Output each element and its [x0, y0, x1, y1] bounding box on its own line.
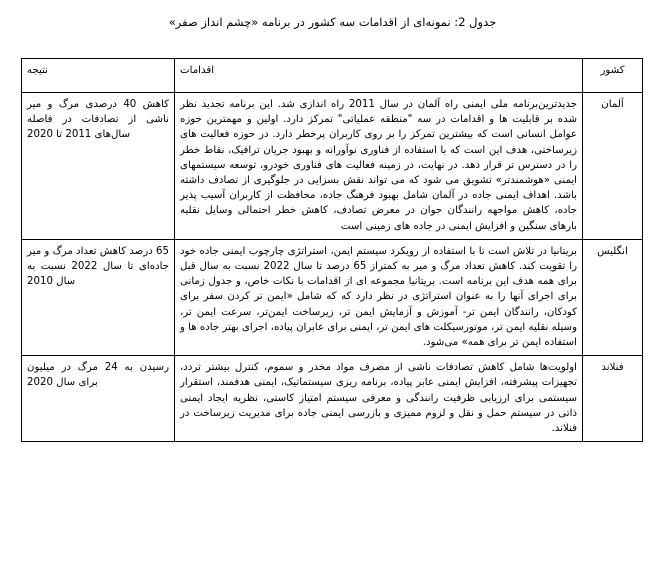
column-header-country: کشور: [583, 59, 643, 93]
table-header-row: [22, 59, 643, 93]
table-row: [22, 239, 643, 355]
cell-result: [22, 356, 175, 442]
cell-country: انگلیس: [583, 239, 643, 355]
column-header-result: نتیجه: [22, 59, 175, 93]
cell-actions-text: جدیدترین‌برنامه ملی ایمنی راه آلمان در سال 2011 راه اندازی شد. این برنامه تجدید نظر شده بر قابلیت ها و اقدامات در سه "منطقه عملیاتی" تمرکز دارد. اولین و مهمترین حوزه عوامل انسانی است که بیشترین تمرکز را بر روی کاربران پرخطر دارد. در حوزه فعالیت های زیرساختی، هدف این است که با استفاده از فناوری نوآورانه و بهبود جریان ترافیک، نقاط خطر را در دسترس تر قرار دهد. در نهایت، در زمینه فعالیت های فناوری خودرو، توسعه سیستمهای ایمنی «هوشمندتر» تشویق می شود که می تواند نقش بسزایی در جلوگیری از تصادف داشته باشد. اهداف ایمنی جاده در آلمان شامل بهبود فرهنگ جاده، محافظت از کاربران آسیب پذیر جاده، کاهش مواجهه رانندگان جوان در معرض تصادف، کاهش خطر احتمالی وسایل نقلیه بارهای سنگین و افزایش ایمنی در جاده های زمینی است: [180, 99, 577, 232]
cell-country: آلمان: [583, 93, 643, 240]
cell-result-text: 65 درصد کاهش تعداد مرگ و میر جاده‌ای تا سال 2022 نسبت به سال 2010: [27, 245, 170, 288]
cell-result: [22, 239, 175, 355]
table-header: [22, 59, 643, 93]
cell-actions: [175, 93, 583, 240]
table-row: [22, 93, 643, 240]
table-row: [22, 356, 643, 442]
cell-country: فنلاند: [583, 356, 643, 442]
cell-actions: [175, 239, 583, 355]
table-caption: جدول 2: نمونه‌ای از اقدامات سه کشور در برنامه «چشم انداز صفر»: [168, 15, 497, 29]
cell-actions: [175, 356, 583, 442]
column-header-actions: اقدامات: [175, 59, 583, 93]
table-container: [22, 58, 643, 442]
actions-table: [21, 58, 643, 442]
cell-actions-text: اولویت‌ها شامل کاهش تصادفات ناشی از مصرف مواد مخدر و سموم، کنترل بیشتر تردد، تجهیزات پیشرفته، افزایش ایمنی عابر پیاده، برنامه ریزی سیستماتیک، ایمنی هدفمند، استقرار سیستمی برای ارزیابی ظرفیت رانندگی و معرفی سیستم امتیاز کاستی، نظریه ایجاد ایمنی ذاتی در سیستم حمل و نقل و لزوم ممیزی و بازرسی ایمنی جاده برای مدیریت زیرساخت در فنلاند.: [180, 362, 577, 435]
table-body: [22, 93, 643, 442]
cell-result-text: رسیدن به 24 مرگ در میلیون برای سال 2020: [27, 362, 170, 389]
cell-actions-text: بریتانیا در تلاش است تا با استفاده از رویکرد سیستم ایمن، استراتژی چارچوب ایمنی جاده خود را تقویت کند. کاهش تعداد مرگ و میر به کمتراز 65 درصد تا سال 2022 نسبت به سال قبل برای همه هدف این برنامه است. بریتانیا مجموعه ای از اقدامات با نکات خاص، و جدول زمانی برای اجرای آنها را به عنوان استراتژی در نظر دارد که که شامل «ایمن تر کردن سفر برای کودکان، رانندگان ایمن تر- آموزش و آزمایش ایمن تر، زیرساخت ایمن‌تر، سرعت ایمن تر، وسیله نقلیه ایمن تر، موتورسیکلت های ایمن تر، ایمنی برای عابران پیاده، اجرای بهتر جاده ها و استفاده ایمن تر برای همه» می‌شود.: [180, 245, 578, 349]
cell-result-text: کاهش 40 درصدی مرگ و میر ناشی از تصادفات در فاصله سال‌های 2011 تا 2020: [27, 99, 169, 141]
cell-result: [22, 93, 175, 240]
